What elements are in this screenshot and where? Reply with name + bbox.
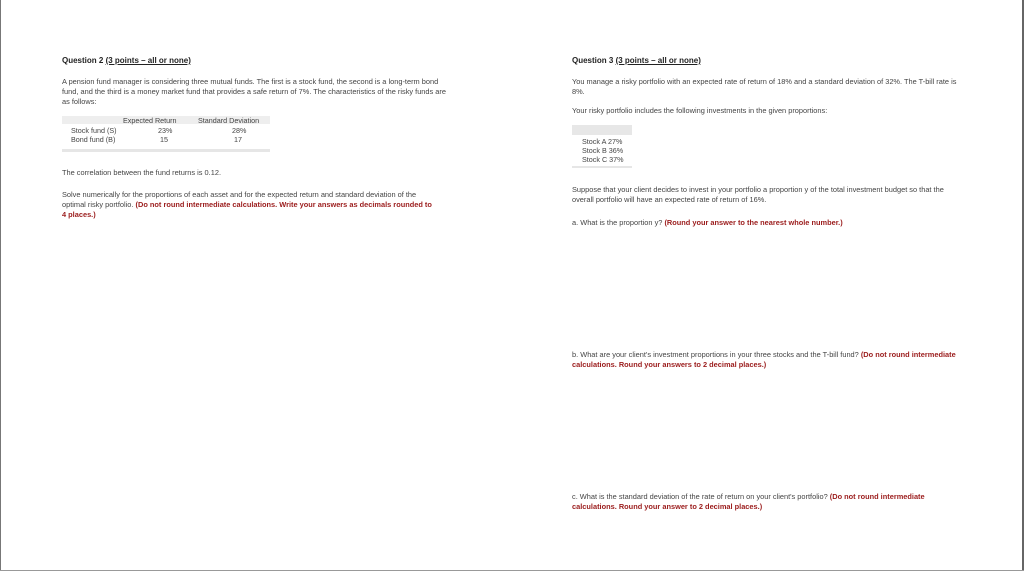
part-c-text: c. What is the standard deviation of the rate of return on your client's portfolio? <box>572 492 828 501</box>
question-2-intro: A pension fund manager is considering three mutual funds. The first is a stock fund, the second is a long-term bond fund, and the third is a money market fund that provides a safe return of 7%. The characteristics of the risky funds are as follows: <box>62 77 446 106</box>
table-row-bond-er: 15 <box>160 135 168 144</box>
client-scenario: Suppose that your client decides to invest in your portfolio a proportion y of the total investment budget so that the overall portfolio will have an expected rate of return of 16%. <box>572 185 944 204</box>
table-row-stock-sd: 28% <box>232 126 247 135</box>
page-left-border <box>0 0 1 571</box>
table-header-standard-deviation: Standard Deviation <box>198 116 260 125</box>
stock-c-proportion: Stock C 37% <box>582 155 624 164</box>
question-2-instruction-text: Solve numerically for the proportions of each asset and for the expected return and standard deviation of the optimal risky portfolio. <box>62 190 417 209</box>
question-3-title <box>572 56 701 65</box>
question-2-instruction-red: (Do not round intermediate calculations. Write your answers as decimals rounded to 4 places.) <box>62 200 432 219</box>
stock-box-header-band <box>572 125 632 135</box>
part-c-question <box>572 492 957 512</box>
question-3-points: (3 points – all or none) <box>615 56 701 65</box>
holdings-intro: Your risky portfolio includes the following investments in the given proportions: <box>572 106 828 115</box>
table-header-expected-return: Expected Return <box>123 116 177 125</box>
part-a-instruction: (Round your answer to the nearest whole number.) <box>664 218 843 227</box>
table-bottom-rule <box>62 149 270 152</box>
table-row-bond-sd: 17 <box>234 135 242 144</box>
stock-proportions-box <box>572 125 632 168</box>
stock-b-proportion: Stock B 36% <box>582 146 624 155</box>
part-b-question <box>572 350 957 370</box>
stock-box-bottom-rule <box>572 166 632 168</box>
table-row-bond-label: Bond fund (B) <box>71 135 116 144</box>
question-3-intro: You manage a risky portfolio with an expected rate of return of 18% and a standard deviation of 32%. The T-bill rate is 8%. <box>572 77 957 96</box>
part-b-instruction: (Do not round intermediate calculations. Round your answers to 2 decimal places.) <box>572 350 956 369</box>
question-3-number: Question 3 <box>572 56 616 65</box>
table-row-stock-label: Stock fund (S) <box>71 126 117 135</box>
question-2-points: (3 points – all or none) <box>105 56 191 65</box>
part-a-text: a. What is the proportion y? <box>572 218 663 227</box>
table-row-stock-er: 23% <box>158 126 173 135</box>
part-a-question <box>572 218 957 228</box>
correlation-text: The correlation between the fund returns is 0.12. <box>62 168 221 177</box>
risky-funds-table <box>62 116 270 154</box>
question-2-title <box>62 56 191 65</box>
part-b-text: b. What are your client's investment proportions in your three stocks and the T-bill fund? <box>572 350 859 359</box>
question-2-instruction <box>62 190 432 220</box>
question-2-number: Question 2 <box>62 56 106 65</box>
stock-a-proportion: Stock A 27% <box>582 137 623 146</box>
part-c-instruction: (Do not round intermediate calculations. Round your answer to 2 decimal places.) <box>572 492 925 511</box>
